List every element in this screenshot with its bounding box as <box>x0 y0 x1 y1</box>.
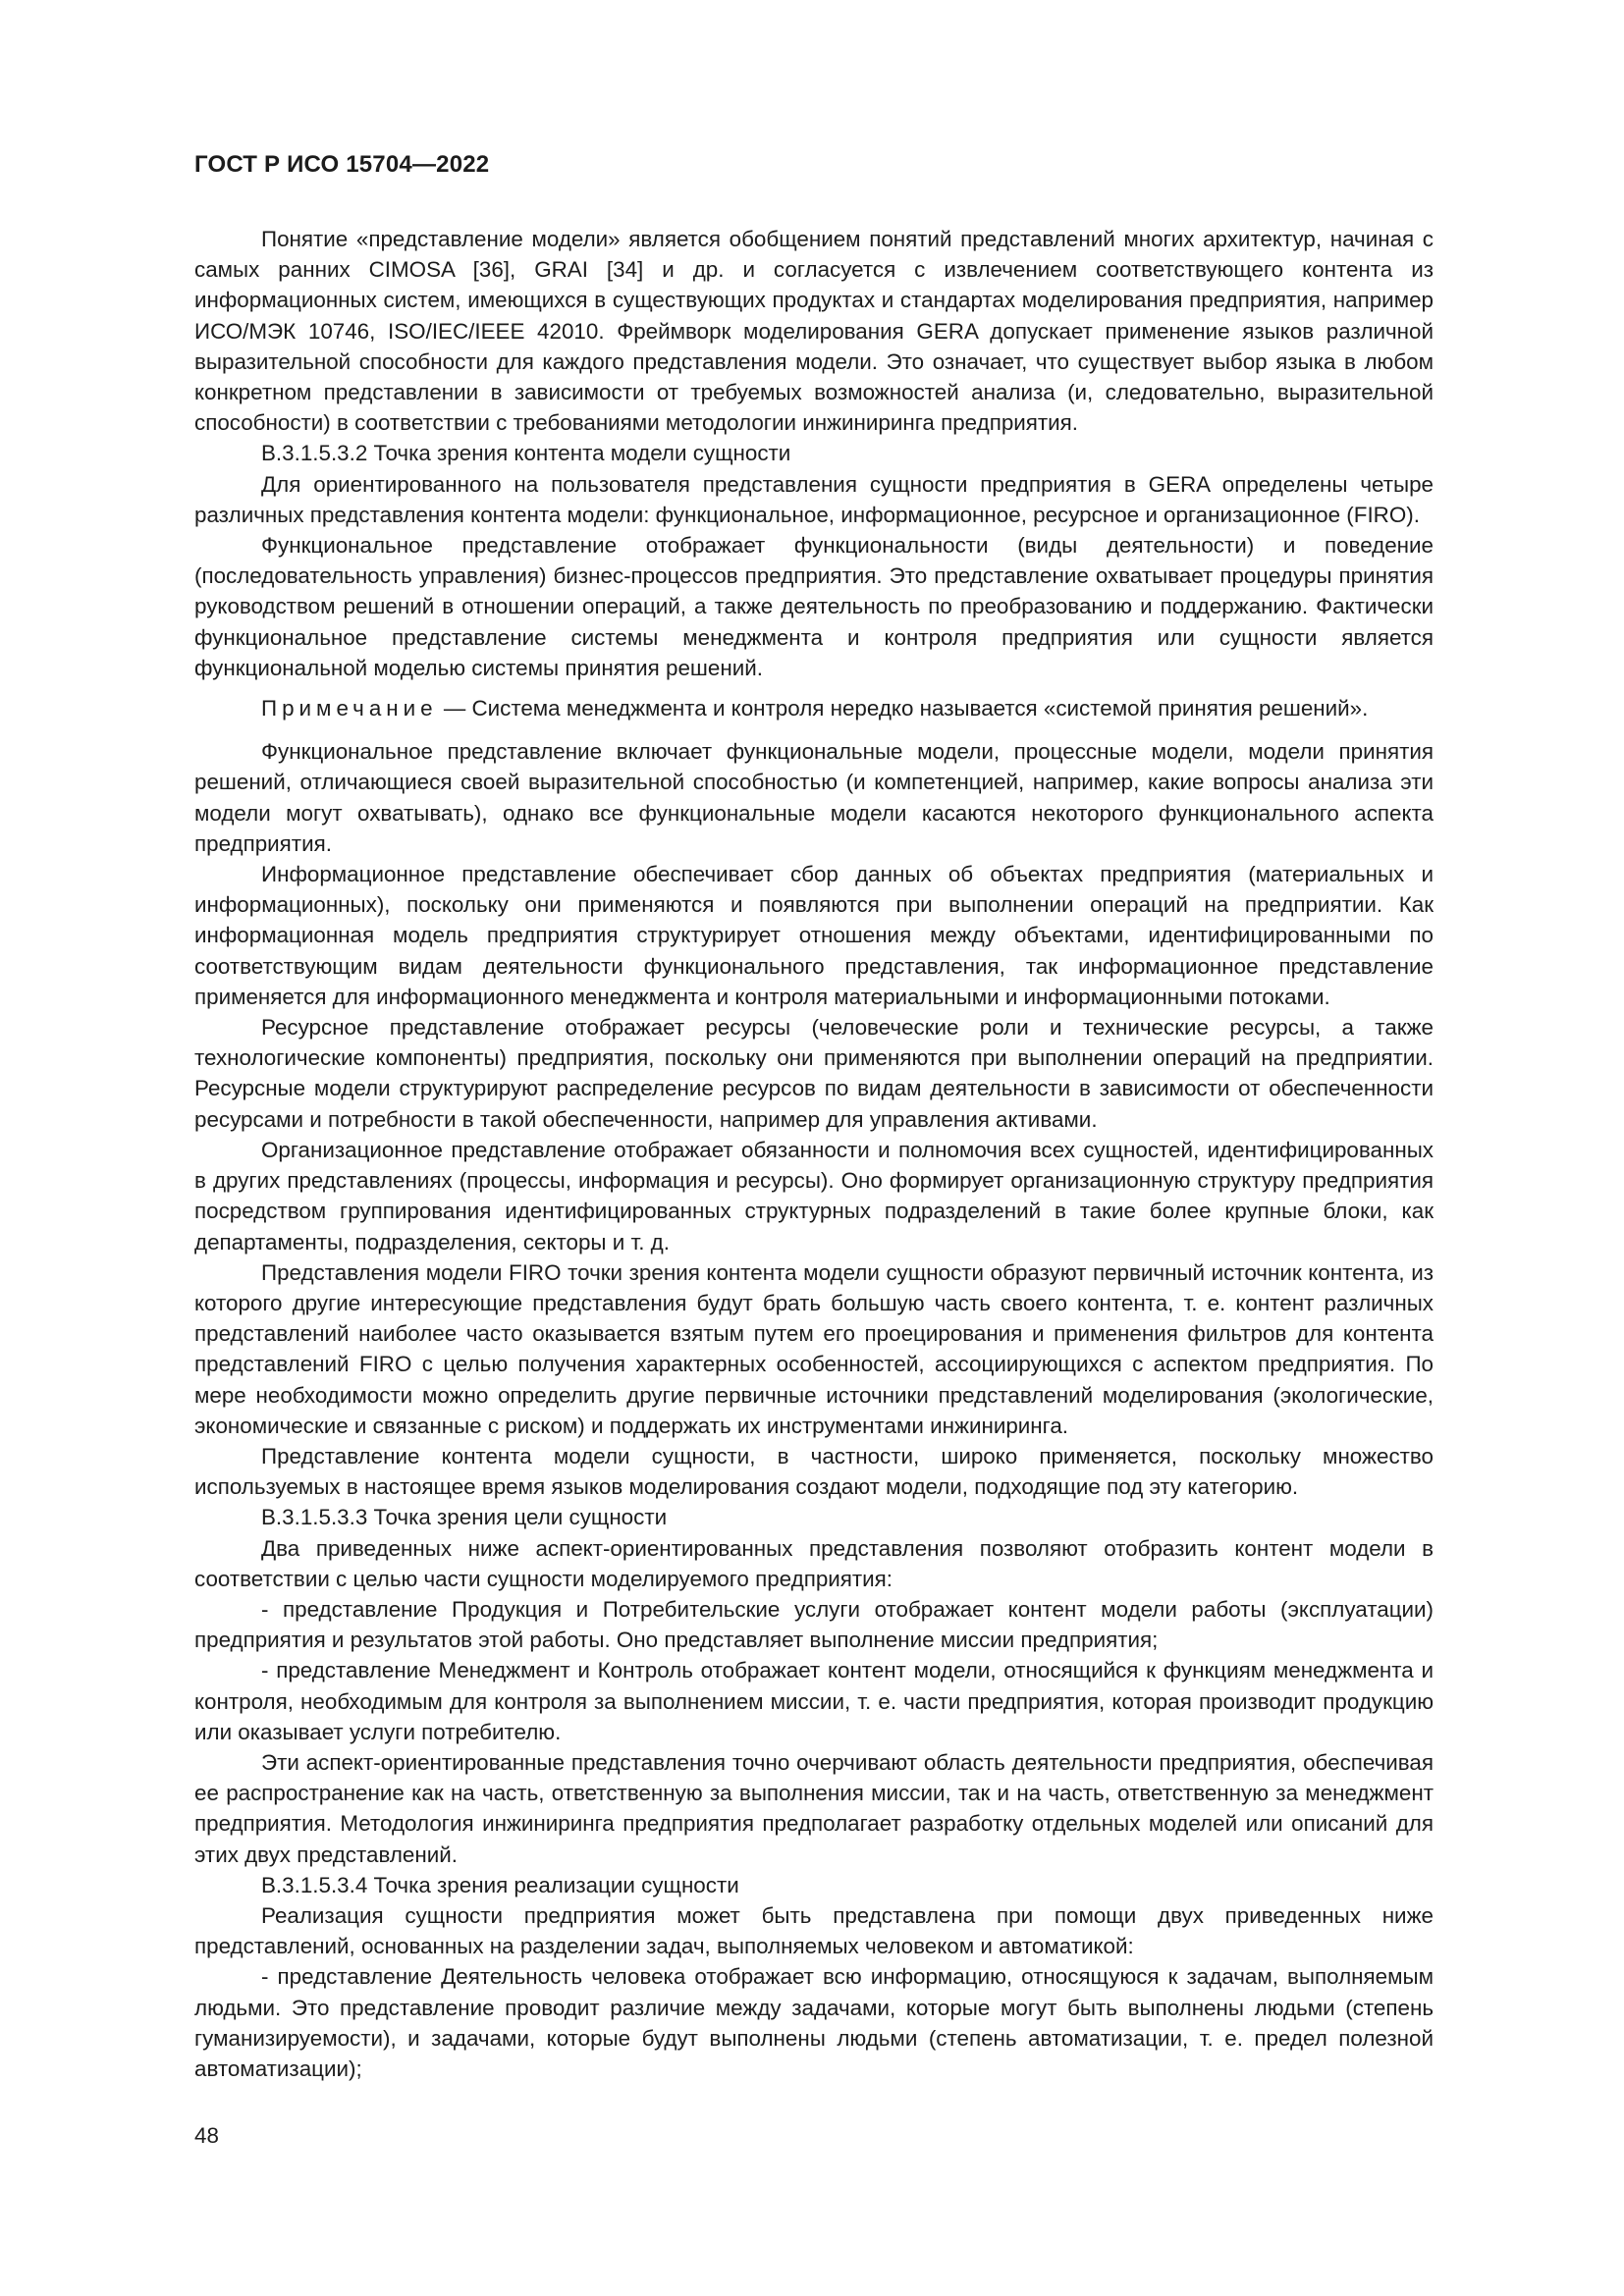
note <box>194 693 1434 723</box>
paragraph: Понятие «представление модели» является обобщением понятий представлений многих архитектур, начиная с самых ранних CIMOSA [36], GRAI [34] и др. и согласуется с извлечением соответствующего контента из информационных систем, имеющихся в существующих продуктах и стандартах моделирования предприятия, например ИСО/МЭК 10746, ISO/IEC/IEEE 42010. Фреймворк моделирования GERA допускает применение языков различной выразительной способности для каждого представления модели. Это означает, что существует выбор языка в любом конкретном представлении в зависимости от требуемых возможностей анализа (и, следовательно, выразительной способности) в соответствии с требованиями методологии инжиниринга предприятия. <box>194 227 1434 436</box>
paragraph: Представление контента модели сущности, в частности, широко применяется, поскольку множество используемых в настоящее время языков моделирования создают модели, подходящие под эту категорию. <box>194 1443 1434 1500</box>
list-item: - представление Менеджмент и Контроль отображает контент модели, относящийся к функциям менеджмента и контроля, необходимым для контроля за выполнением миссии, т. е. части предприятия, которая производит продукцию или оказывает услуги потребителю. <box>194 1658 1434 1744</box>
paragraph: Функциональное представление отображает функциональности (виды деятельности) и поведение (последовательность управления) бизнес-процессов предприятия. Это представление охватывает процедуры принятия руководством решений в отношении операций, а также деятельность по преобразованию и поддержанию. Фактически функциональное представление системы менеджмента и контроля предприятия или сущности является функциональной моделью системы принятия решений. <box>194 533 1434 680</box>
paragraph: Для ориентированного на пользователя представления сущности предприятия в GERA определены четыре различных представления контента модели: функциональное, информационное, ресурсное и организационное (FIRO). <box>194 471 1434 527</box>
list-item: - представление Продукция и Потребительские услуги отображает контент модели работы (эксплуатации) предприятия и результатов этой работы. Оно представляет выполнение миссии предприятия; <box>194 1596 1434 1653</box>
paragraph: Информационное представление обеспечивает сбор данных об объектах предприятия (материальных и информационных), поскольку они применяются и появляются при выполнении операций на предприятии. Как информационная модель предприятия структурирует отношения между объектами, идентифицированными по соответствующим видам деятельности функционального представления, так информационное представление применяется для информационного менеджмента и контроля материальными и информационными потоками. <box>194 862 1434 1009</box>
document-header: ГОСТ Р ИСО 15704—2022 <box>194 151 490 178</box>
paragraph: Два приведенных ниже аспект-ориентированных представления позволяют отобразить контент модели в соответствии с целью части сущности моделируемого предприятия: <box>194 1535 1434 1591</box>
section-heading: В.3.1.5.3.3 Точка зрения цели сущности <box>261 1505 668 1530</box>
section-heading: В.3.1.5.3.4 Точка зрения реализации сущности <box>261 1872 739 1897</box>
section-heading: В.3.1.5.3.2 Точка зрения контента модели сущности <box>261 441 791 466</box>
paragraph: Реализация сущности предприятия может быть представлена при помощи двух приведенных ниже представлений, основанных на разделении задач, выполняемых человеком и автоматикой: <box>194 1902 1434 1959</box>
document-body <box>194 224 1434 2084</box>
note-label: Примечание <box>261 696 438 721</box>
note-text: — Система менеджмента и контроля нередко называется «системой принятия решений». <box>437 696 1369 721</box>
paragraph: Организационное представление отображает обязанности и полномочия всех сущностей, идентифицированных в других представлениях (процессы, информация и ресурсы). Оно формирует организационную структуру предприятия посредством группирования идентифицированных структурных подразделений в такие более крупные блоки, как департаменты, подразделения, секторы и т. д. <box>194 1137 1434 1255</box>
paragraph: Ресурсное представление отображает ресурсы (человеческие роли и технические ресурсы, а также технологические компоненты) предприятия, поскольку они применяются при выполнении операций на предприятии. Ресурсные модели структурируют распределение ресурсов по видам деятельности в зависимости от обеспеченности ресурсами и потребности в такой обеспеченности, например для управления активами. <box>194 1015 1434 1132</box>
page-number: 48 <box>194 2123 219 2148</box>
paragraph: Представления модели FIRO точки зрения контента модели сущности образуют первичный источник контента, из которого другие интересующие представления будут брать большую часть своего контента, т. е. контент различных представлений наиболее часто оказывается взятым путем его проецирования и применения фильтров для контента представлений FIRO с целью получения характерных особенностей, ассоциирующихся с аспектом предприятия. По мере необходимости можно определить другие первичные источники представлений моделирования (экологические, экономические и связанные с риском) и поддержать их инструментами инжиниринга. <box>194 1259 1434 1438</box>
paragraph: Эти аспект-ориентированные представления точно очерчивают область деятельности предприятия, обеспечивая ее распространение как на часть, ответственную за выполнения миссии, так и на часть, ответственную за менеджмент предприятия. Методология инжиниринга предприятия предполагает разработку отдельных моделей или описаний для этих двух представлений. <box>194 1749 1434 1867</box>
list-item: - представление Деятельность человека отображает всю информацию, относящуюся к задачам, выполняемым людьми. Это представление проводит различие между задачами, которые могут быть выполнены людьми (степень гуманизируемости), и задачами, которые будут выполнены людьми (степень автоматизации, т. е. предел полезной автоматизации); <box>194 1964 1434 2081</box>
paragraph: Функциональное представление включает функциональные модели, процессные модели, модели принятия решений, отличающиеся своей выразительной способностью (и компетенцией, например, какие вопросы анализа эти модели могут охватывать), однако все функциональные модели касаются некоторого функционального аспекта предприятия. <box>194 739 1434 856</box>
